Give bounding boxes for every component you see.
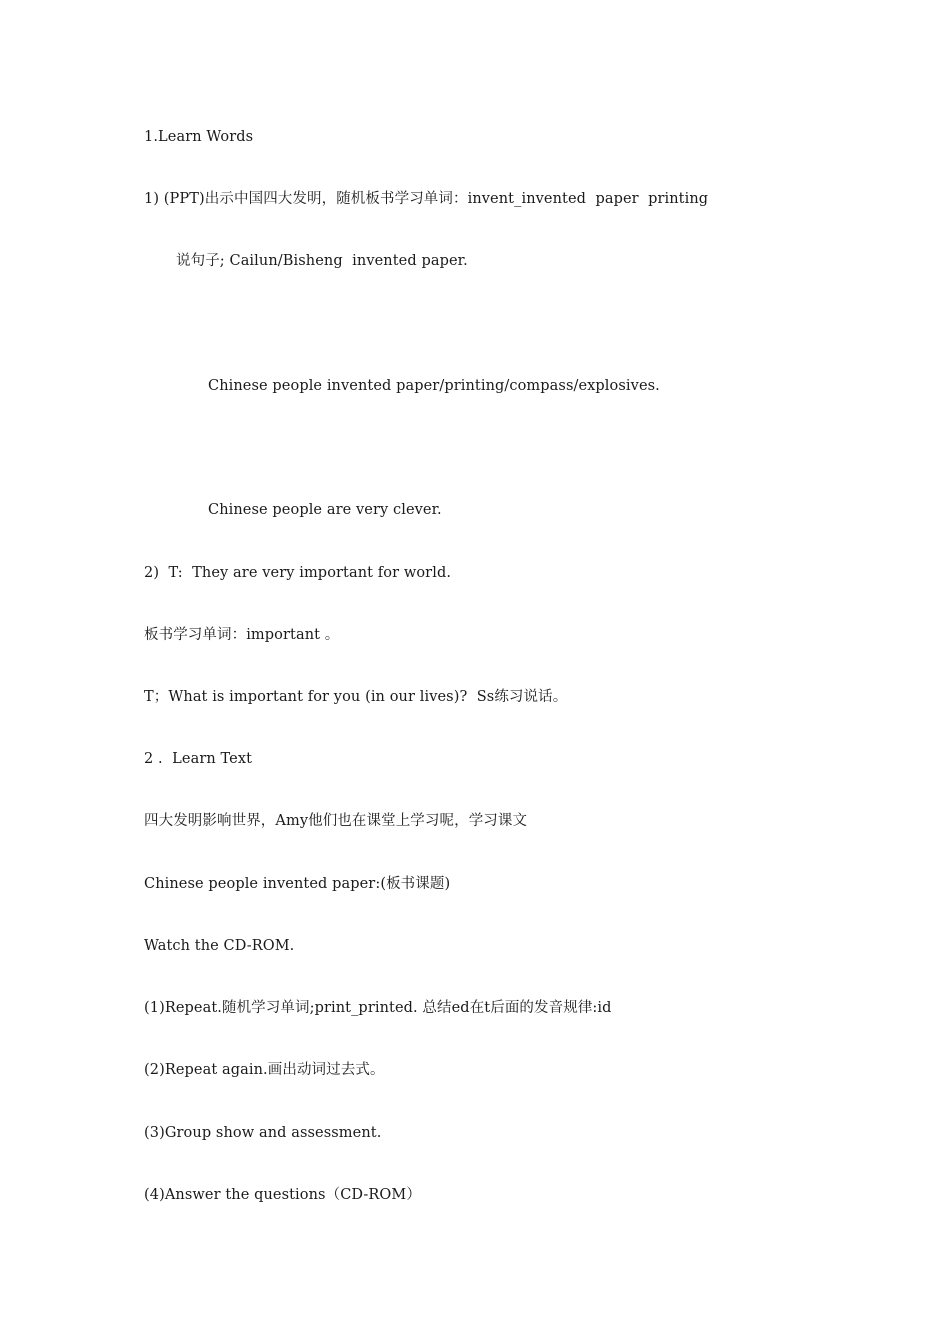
example-sentence-inventions: Chinese people invented paper/printing/compass/explosives. (208, 378, 660, 394)
group-show-step-text: (3)Group show and assessment. (144, 1125, 382, 1141)
section-heading-learn-words: 1.Learn Words (144, 129, 254, 145)
step-1-text: 1) (PPT)出示中国四大发明，随机板书学习单词：invent_invented paper printing (144, 191, 709, 207)
example-sentence-clever: Chinese people are very clever. (208, 502, 442, 518)
watch-cdrom-text: Watch the CD-ROM. (144, 938, 295, 954)
repeat-step-2-text: (2)Repeat again.画出动词过去式。 (144, 1062, 385, 1078)
step-2-text: 2) T: They are very important for world. (144, 565, 452, 581)
teacher-question-text: T；What is important for you (in our lives)? Ss练习说话。 (144, 689, 568, 705)
section-heading-learn-text: 2 . Learn Text (144, 751, 253, 767)
intro-text: 四大发明影响世界，Amy他们也在课堂上学习呢，学习课文 (144, 813, 528, 829)
repeat-step-1-text: (1)Repeat.随机学习单词;print_printed. 总结ed在t后面的发音规律:id (144, 1000, 612, 1016)
sentence-practice-text: 说句子; Cailun/Bisheng invented paper. (176, 253, 468, 269)
lesson-title-text: Chinese people invented paper:(板书课题) (144, 876, 451, 892)
answer-questions-step-text: (4)Answer the questions（CD-ROM） (144, 1187, 421, 1203)
vocabulary-important-text: 板书学习单词：important 。 (144, 627, 340, 643)
